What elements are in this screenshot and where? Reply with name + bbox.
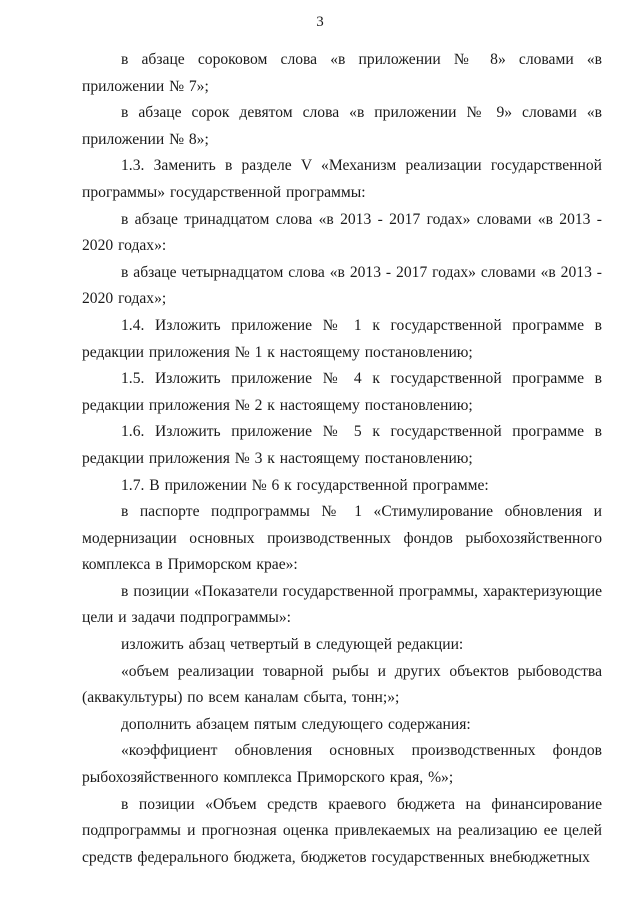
- paragraph: в позиции «Показатели государственной программы, характеризующие цели и задачи подпрограммы»:: [82, 582, 602, 627]
- page-number: 3: [316, 14, 324, 30]
- paragraph: в паспорте подпрограммы № 1 «Стимулирование обновления и модернизации основных производственных фондов рыбохозяйственного комплекса в Приморском крае»:: [82, 503, 602, 574]
- paragraph: «объем реализации товарной рыбы и других объектов рыбоводства (аквакультуры) по всем каналам сбыта, тонн;»;: [82, 662, 602, 707]
- paragraph: 1.3. Заменить в разделе V «Механизм реализации государственной программы» государственной программы:: [82, 157, 602, 201]
- paragraph: в абзаце сорок девятом слова «в приложении № 9» словами «в приложении № 8»;: [82, 104, 602, 148]
- paragraph: 1.4. Изложить приложение № 1 к государственной программе в редакции приложения № 1 к настоящему постановлению;: [82, 316, 602, 361]
- paragraph: 1.5. Изложить приложение № 4 к государственной программе в редакции приложения № 2 к настоящему постановлению;: [82, 370, 602, 414]
- paragraph: «коэффициент обновления основных производственных фондов рыбохозяйственного комплекса Приморского края, %»;: [82, 742, 602, 787]
- paragraph: изложить абзац четвертый в следующей редакции:: [121, 636, 464, 654]
- document-body: [82, 47, 602, 871]
- paragraph: в позиции «Объем средств краевого бюджета на финансирование подпрограммы и прогнозная оценка привлекаемых на реализацию ее целей средств федерального бюджета, бюджетов государственных внебюджетных: [82, 795, 602, 866]
- paragraph: дополнить абзацем пятым следующего содержания:: [121, 715, 471, 733]
- paragraph: 1.7. В приложении № 6 к государственной программе:: [121, 476, 489, 494]
- paragraph: в абзаце тринадцатом слова «в 2013 - 2017 годах» словами «в 2013 - 2020 годах»:: [82, 210, 602, 255]
- paragraph: 1.6. Изложить приложение № 5 к государственной программе в редакции приложения № 3 к настоящему постановлению;: [82, 423, 602, 467]
- paragraph: в абзаце сороковом слова «в приложении № 8» словами «в приложении № 7»;: [82, 51, 602, 95]
- paragraph: в абзаце четырнадцатом слова «в 2013 - 2017 годах» словами «в 2013 - 2020 годах»;: [82, 263, 602, 308]
